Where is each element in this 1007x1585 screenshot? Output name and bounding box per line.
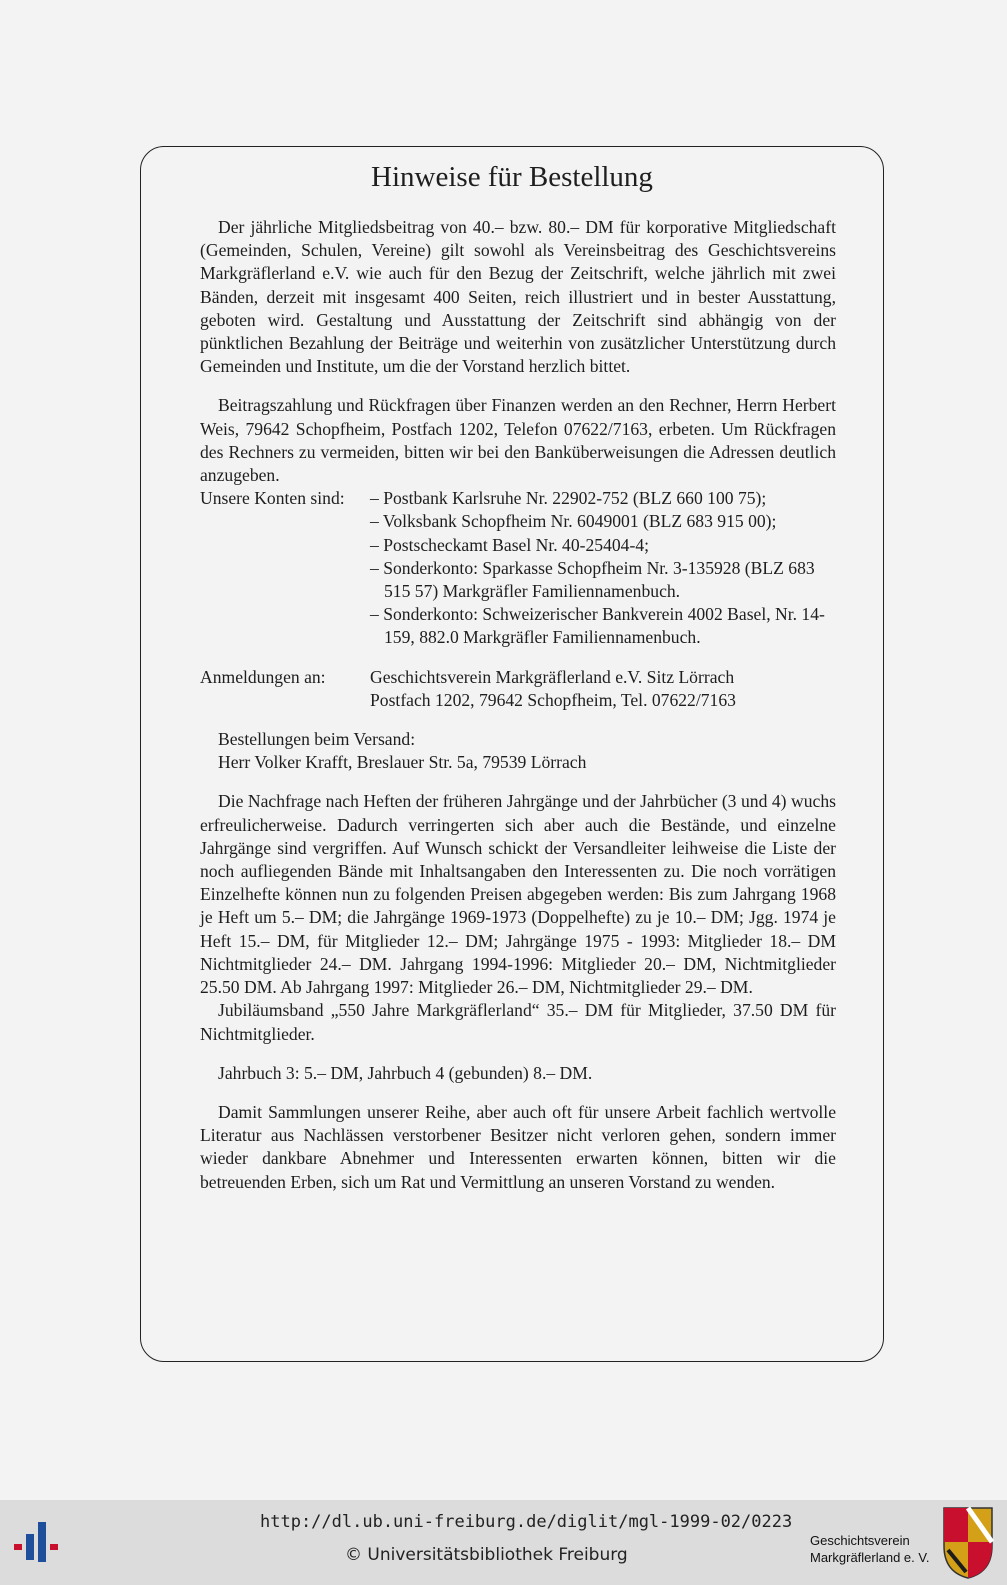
back-issues-paragraph: Die Nachfrage nach Heften der früheren Jahrgänge und der Jahrbücher (3 und 4) wuchs erfreulicherweise. Dadurch verringerten sich aber auch die Bestände, und einzelne Jahrgänge sind vergriffen. Auf Wunsch schickt der Versandleiter leihweise die Liste der noch aufliegenden Bände mit Inhaltsangaben den Interessenten zu. Die noch vorrätigen Einzelhefte können nun zu folgenden Preisen abgegeben werden: Bis zum Jahrgang 1968 je Heft um 5.– DM; die Jahrgänge 1969-1973 (Doppelhefte) zu je 10.– DM; Jgg. 1974 je Heft 15.– DM, für Mitglieder 12.– DM; Jahrgänge 1975 - 1993: Mitglieder 18.– DM Nichtmitglieder 24.– DM. Jahrgang 1994-1996: Mitglieder 20.– DM, Nichtmitglieder 25.50 DM. Ab Jahrgang 1997: Mitglieder 26.– DM, Nichtmitglieder 29.– DM. [200, 791, 836, 998]
copyright-text: © Universitätsbibliothek Freiburg [345, 1545, 628, 1565]
registration-address-line: Postfach 1202, 79642 Schopfheim, Tel. 07622/7163 [370, 689, 736, 710]
society-name-line: Markgräflerland e. V. [810, 1550, 930, 1565]
coat-of-arms-icon [942, 1506, 994, 1580]
permalink-link[interactable]: http://dl.ub.uni-freiburg.de/diglit/mgl-1999-02/0223 [260, 1512, 793, 1532]
payment-paragraph: Beitragszahlung und Rückfragen über Finanzen werden an den Rechner, Herrn Herbert Weis, 79642 Schopfheim, Postfach 1202, Telefon 07622/7163, erbeten. Um Rückfragen des Rechners zu vermeiden, bitten wir bei den Banküberweisungen die Adressen deutlich anzugeben. [200, 395, 836, 486]
page-title: Hinweise für Bestellung [371, 161, 653, 193]
membership-paragraph: Der jährliche Mitgliedsbeitrag von 40.– bzw. 80.– DM für korporative Mitgliedschaft (Gemeinden, Schulen, Vereine) gilt sowohl als Vereinsbeitrag des Geschichtsvereins Markgräflerland e.V. wie auch für den Bezug der Zeitschrift, welche jährlich mit zwei Bänden, derzeit mit insgesamt 400 Seiten, reich illustriert und in bester Ausstattung, geboten wird. Gestaltung und Ausstattung der Zeitschrift sind abhängig von der pünktlichen Bezahlung der Beiträge und weiterhin von zusätzlicher Unterstützung durch Gemeinden und Institute, um die der Vorstand herzlich bittet. [200, 217, 836, 377]
accounts-label: Unsere Konten sind: [200, 488, 345, 509]
accounts-block [200, 487, 836, 649]
society-name [810, 1532, 929, 1566]
account-item: – Postbank Karlsruhe Nr. 22902-752 (BLZ 660 100 75); [370, 488, 767, 509]
shipping-heading: Bestellungen beim Versand: [218, 729, 416, 750]
account-item: – Sonderkonto: Schweizerischer Bankverein 4002 Basel, Nr. 14-159, 882.0 Markgräfler Familiennamenbuch. [370, 604, 825, 648]
yearbook-prices: Jahrbuch 3: 5.– DM, Jahrbuch 4 (gebunden) 8.– DM. [218, 1062, 593, 1083]
registration-address [370, 666, 736, 712]
shipping-block [200, 728, 836, 774]
notice-body [200, 216, 836, 1194]
society-name-line: Geschichtsverein [810, 1533, 910, 1548]
registration-label: Anmeldungen an: [200, 666, 326, 687]
accounts-list [370, 487, 836, 649]
anniversary-volume-paragraph: Jubiläumsband „550 Jahre Markgräflerland“ 35.– DM für Mitglieder, 37.50 DM für Nichtmitglieder. [200, 1000, 836, 1044]
estate-request-paragraph: Damit Sammlungen unserer Reihe, aber auch oft für unsere Arbeit fachlich wertvolle Literatur aus Nachlässen verstorbener Besitzer nicht verloren gehen, sondern immer wieder dankbare Abnehmer und Interessenten erwarten können, bitten wir die betreuenden Erben, sich um Rat und Vermittlung an unseren Vorstand zu wenden. [200, 1101, 836, 1192]
registration-address-line: Geschichtsverein Markgräflerland e.V. Sitz Lörrach [370, 666, 735, 687]
account-item: – Volksbank Schopfheim Nr. 6049001 (BLZ 683 915 00); [370, 511, 777, 532]
library-logo-icon [10, 1522, 70, 1566]
footer-bar [0, 1500, 1007, 1585]
account-item: – Postscheckamt Basel Nr. 40-25404-4; [370, 534, 650, 555]
account-item: – Sonderkonto: Sparkasse Schopfheim Nr. 3-135928 (BLZ 683 515 57) Markgräfler Familiennamenbuch. [370, 557, 815, 602]
registration-block [200, 666, 836, 712]
shipping-address: Herr Volker Krafft, Breslauer Str. 5a, 79539 Lörrach [218, 752, 587, 773]
